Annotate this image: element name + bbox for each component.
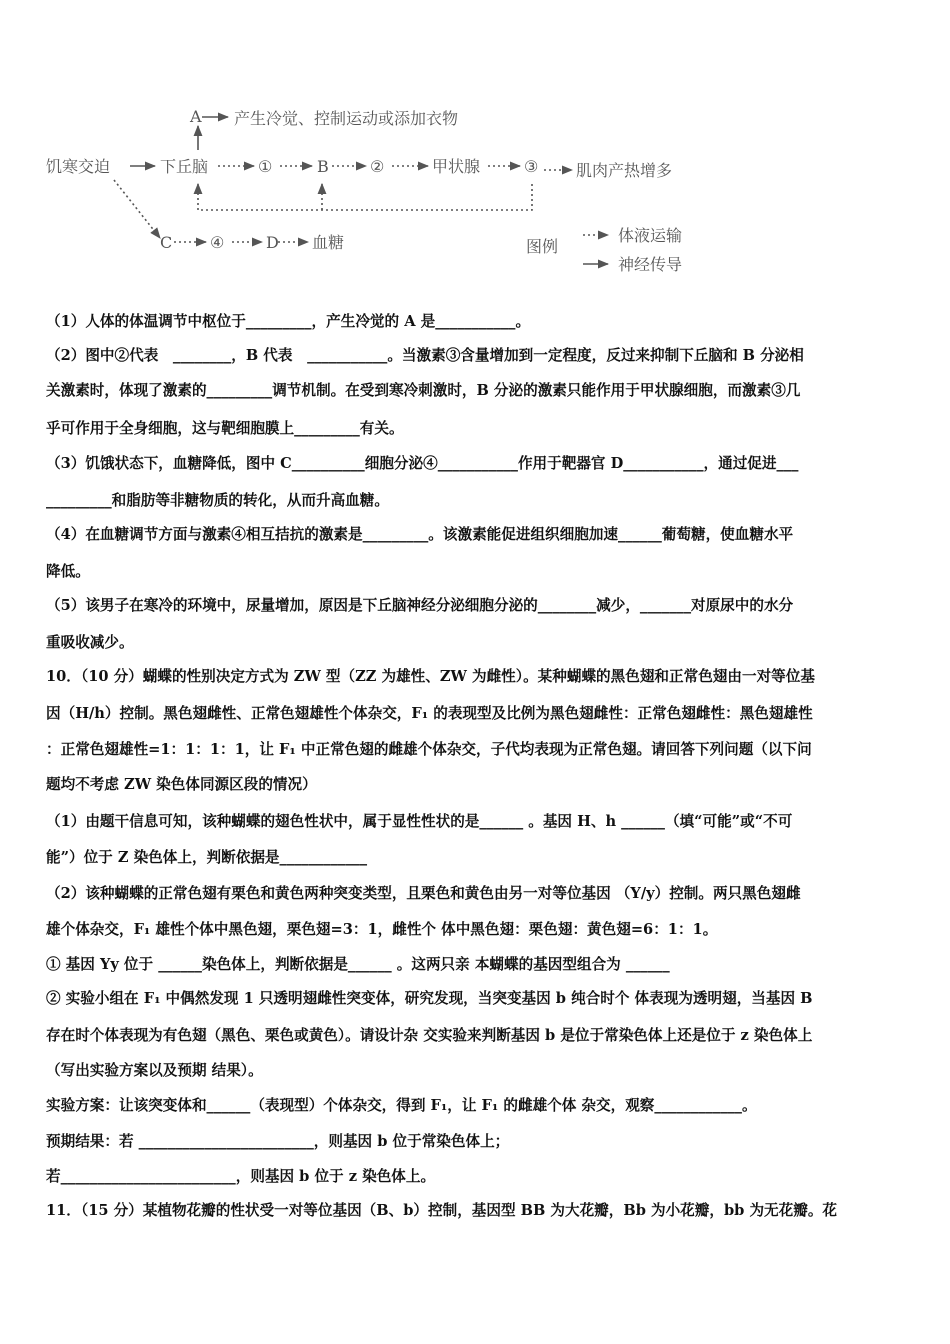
text-line: _________和脂肪等非糖物质的转化，从而升高血糖。: [46, 492, 389, 509]
text-line: 关激素时，体现了激素的_________调节机制。在受到寒冷刺激时，B 分泌的激素只能作用于甲状腺细胞，而激素③几: [46, 382, 801, 399]
legend-nerve-label: 神经传导: [618, 255, 683, 274]
text-line: 实验方案：让该突变体和______（表现型）个体杂交，得到 F₁，让 F₁ 的雌雄个体 杂交，观察____________。: [46, 1097, 757, 1114]
node-circle1: ①: [258, 157, 273, 176]
node-A-effect: 产生冷觉、控制运动或添加衣物: [234, 109, 459, 128]
node-circle4: ④: [210, 233, 225, 252]
node-muscle: 肌肉产热增多: [576, 161, 673, 180]
legend-title: 图例: [526, 237, 559, 256]
feedback-line: [198, 184, 532, 210]
text-line: 能”）位于 Z 染色体上，判断依据是____________: [46, 849, 368, 866]
text-line: 题均不考虑 ZW 染色体同源区段的情况）: [46, 776, 317, 793]
text-line: 因（H/h）控制。黑色翅雌性、正常色翅雄性个体杂交，F₁ 的表现型及比例为黑色翅雌性：正常色翅雌性：黑色翅雄性: [46, 705, 813, 722]
node-start: 饥寒交迫: [46, 157, 111, 176]
text-line: 雄个体杂交，F₁ 雄性个体中黑色翅，栗色翅=3：1，雌性个 体中黑色翅：栗色翅：黄色翅=6：1：1。: [46, 921, 718, 938]
text-line: （2）该种蝴蝶的正常色翅有栗色和黄色两种突变类型，且栗色和黄色由另一对等位基因 （Y/y）控制。两只黑色翅雌: [46, 885, 801, 902]
text-line: 预期结果：若 ________________________，则基因 b 位于常染色体上；: [46, 1133, 510, 1150]
node-A: A: [190, 107, 202, 126]
node-thyroid: 甲状腺: [432, 157, 481, 176]
text-line: （1）由题干信息可知，该种蝴蝶的翅色性状中，属于显性性状的是______ 。基因 H、h ______（填“可能”或“不可: [46, 813, 793, 830]
node-B: B: [317, 157, 329, 176]
node-hypothalamus: 下丘脑: [160, 157, 209, 176]
text-line: ① 基因 Yy 位于 ______染色体上，判断依据是______ 。这两只亲 本蝴蝶的基因型组合为 ______: [46, 956, 670, 973]
text-line: 若________________________，则基因 b 位于 z 染色体上。: [46, 1168, 436, 1185]
node-D: D: [266, 233, 279, 252]
node-C: C: [160, 233, 173, 252]
text-line: （5）该男子在寒冷的环境中，尿量增加，原因是下丘脑神经分泌细胞分泌的________减少，_______对原尿中的水分: [46, 597, 794, 614]
text-line: 降低。: [46, 563, 90, 580]
text-line: （2）图中②代表 ________，B 代表 ___________。当激素③含量增加到一定程度，反过来抑制下丘脑和 B 分泌相: [46, 347, 804, 364]
text-line: 重吸收减少。: [46, 634, 134, 651]
arrow-start-C: [114, 180, 160, 238]
text-line: （写出实验方案以及预期 结果）。: [46, 1062, 263, 1079]
text-line: ：正常色翅雄性=1：1：1：1，让 F₁ 中正常色翅的雌雄个体杂交，子代均表现为正常色翅。请回答下列问题（以下问: [46, 741, 812, 758]
regulation-diagram: [40, 100, 720, 280]
text-line: （1）人体的体温调节中枢位于_________，产生冷觉的 A 是___________。: [46, 313, 531, 330]
text-line: 存在时个体表现为有色翅（黑色、栗色或黄色）。请设计杂 交实验来判断基因 b 是位于常染色体上还是位于 z 染色体上: [46, 1027, 813, 1044]
text-line: （4）在血糖调节方面与激素④相互拮抗的激素是_________。该激素能促进组织细胞加速______葡萄糖，使血糖水平: [46, 526, 794, 543]
legend-fluid-label: 体液运输: [618, 226, 683, 245]
text-line: ② 实验小组在 F₁ 中偶然发现 1 只透明翅雌性突变体，研究发现，当突变基因 b 纯合时个 体表现为透明翅，当基因 B: [46, 990, 813, 1007]
node-circle3: ③: [524, 157, 539, 176]
text-line: 10．（10 分）蝴蝶的性别决定方式为 ZW 型（ZZ 为雄性、ZW 为雌性）。某种蝴蝶的黑色翅和正常色翅由一对等位基: [46, 668, 815, 685]
text-line: （3）饥饿状态下，血糖降低，图中 C__________细胞分泌④___________作用于靶器官 D___________，通过促进___: [46, 455, 799, 472]
node-blood-sugar: 血糖: [312, 233, 345, 252]
node-circle2: ②: [370, 157, 385, 176]
text-line: 乎可作用于全身细胞，这与靶细胞膜上_________有关。: [46, 420, 404, 437]
text-line: 11．（15 分）某植物花瓣的性状受一对等位基因（B、b）控制，基因型 BB 为大花瓣，Bb 为小花瓣，bb 为无花瓣。花: [46, 1202, 838, 1219]
